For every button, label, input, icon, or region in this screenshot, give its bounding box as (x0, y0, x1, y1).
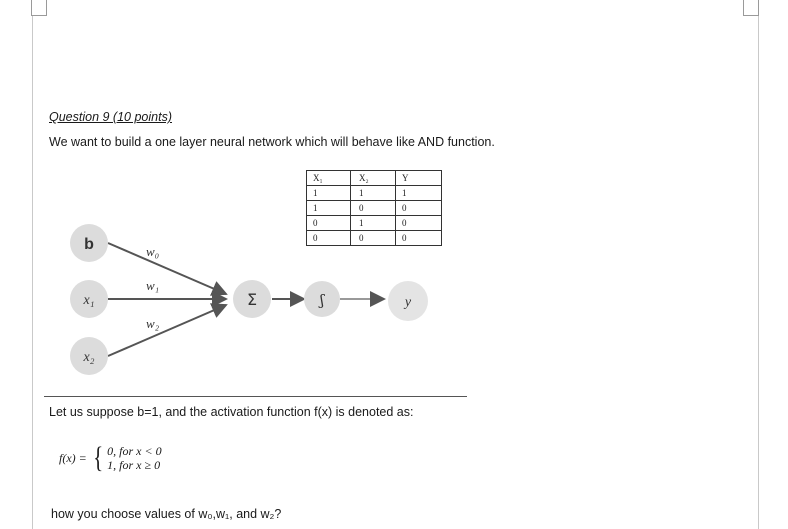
truth-table-cell: 1 (351, 216, 396, 231)
formula-case-0: 0, for x < 0 (107, 444, 162, 458)
truth-table-cell: 0 (351, 231, 396, 246)
truth-table-header-y: Y (396, 171, 442, 186)
assumption-text: Let us suppose b=1, and the activation function f(x) is denoted as: (49, 405, 414, 419)
weight-w1-label: w₁ (146, 278, 160, 293)
truth-table-row (307, 231, 442, 246)
node-output-label: y (404, 295, 412, 310)
truth-table-cell: 0 (396, 216, 442, 231)
truth-table-cell: 1 (307, 186, 351, 201)
node-x1-label: x₁ (83, 293, 95, 308)
truth-table-cell: 0 (396, 231, 442, 246)
weight-w2-label: w₂ (146, 316, 160, 331)
truth-table-cell: 0 (307, 216, 351, 231)
edge-x2-to-sum (108, 305, 226, 356)
final-question: how you choose values of w₀,w₁, and w₂? (51, 507, 282, 521)
question-title: Question 9 (10 points) (49, 110, 172, 124)
formula-case-1: 1, for x ≥ 0 (107, 458, 161, 472)
truth-table-cell: 1 (351, 186, 396, 201)
section-divider (44, 396, 467, 397)
truth-table (306, 170, 442, 246)
question-text: We want to build a one layer neural network which will behave like AND function. (49, 135, 495, 149)
node-sum-label: Σ (246, 290, 258, 309)
truth-table-row (307, 201, 442, 216)
truth-table-row (307, 216, 442, 231)
weight-w0-label: w₀ (146, 244, 160, 259)
node-activation-label: ʃ (319, 291, 325, 309)
truth-table-cell: 0 (396, 201, 442, 216)
node-x2-label: x₂ (83, 350, 95, 365)
truth-table-header-x1: X₁ (307, 171, 351, 186)
truth-table-cell: 1 (396, 186, 442, 201)
truth-table-row (307, 186, 442, 201)
truth-table-cell: 1 (307, 201, 351, 216)
truth-table-header-row (307, 171, 442, 186)
formula-cases (107, 444, 161, 472)
truth-table-cell: 0 (351, 201, 396, 216)
node-bias-label: b (84, 236, 94, 253)
activation-formula (59, 443, 162, 473)
formula-brace: { (92, 441, 103, 474)
formula-lhs: f(x) = (59, 450, 87, 465)
truth-table-cell: 0 (307, 231, 351, 246)
edge-bias-to-sum (108, 243, 226, 294)
truth-table-header-x2: X₂ (351, 171, 396, 186)
